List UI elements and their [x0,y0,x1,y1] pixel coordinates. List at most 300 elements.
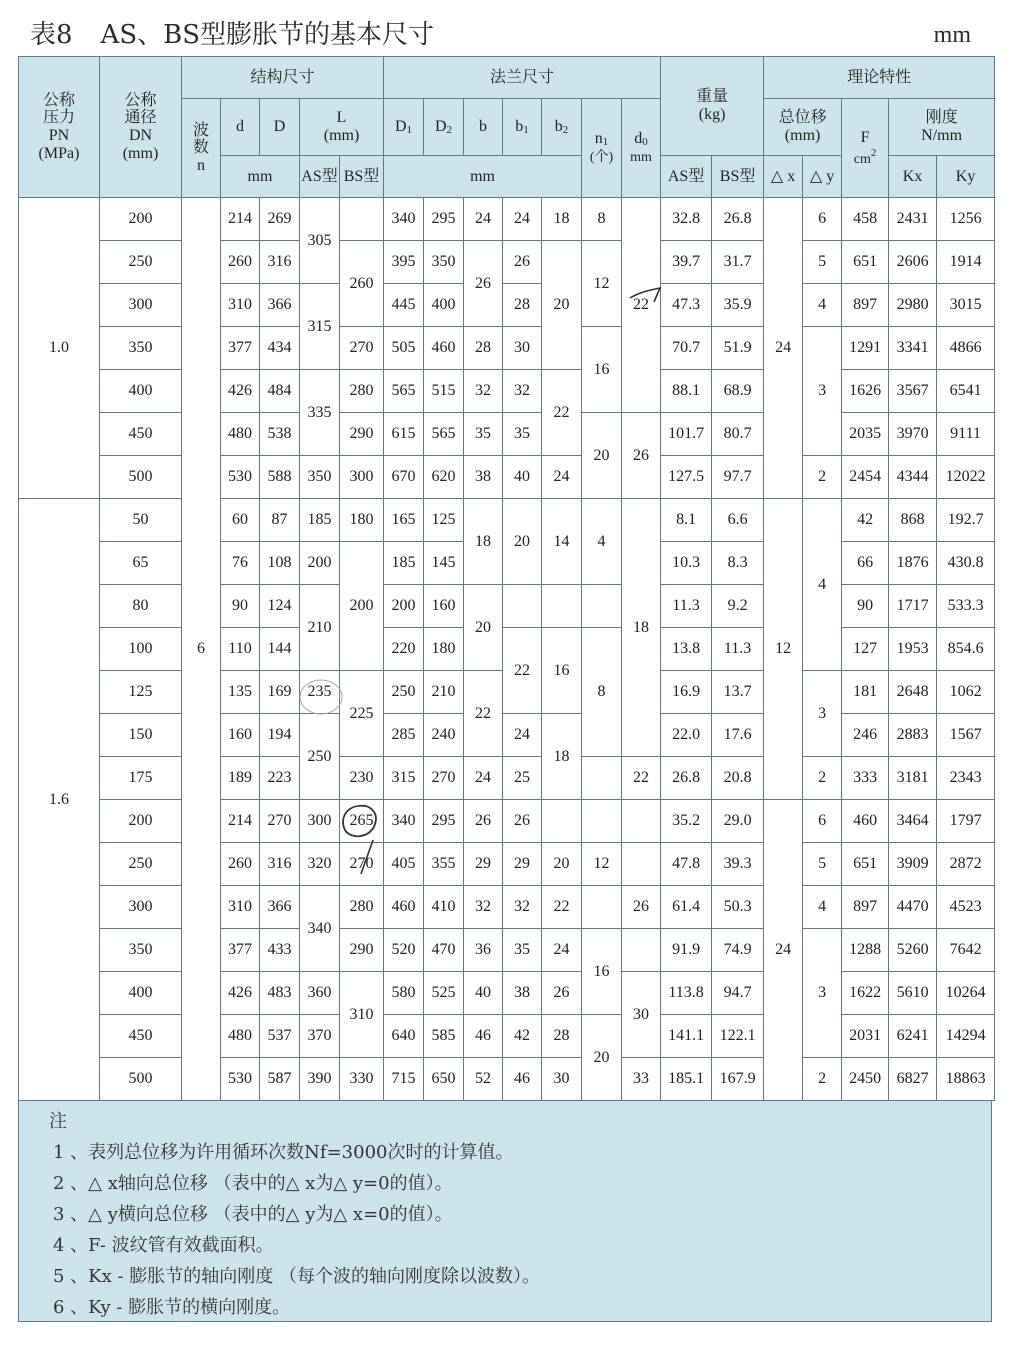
cell-b: 38 [464,456,503,499]
table-row [19,800,995,843]
cell-D1: 520 [384,929,424,972]
table-row [19,198,995,241]
cell-D1: 505 [384,327,424,370]
table-row [19,370,995,413]
cell-dn: 350 [100,327,182,370]
cell-kx: 2883 [889,714,937,757]
cell-n1: 8 [582,198,622,241]
header-mm-flange: mm [384,156,582,198]
cell-n1: 20 [582,413,622,499]
cell-F: 2450 [842,1058,889,1101]
header-d: d [221,99,260,156]
cell-ky: 18863 [937,1058,995,1101]
cell-pn: 1.0 [19,198,100,499]
cell-w-as: 39.7 [661,241,712,284]
cell-D: 108 [260,542,300,585]
cell-b: 22 [464,671,503,757]
cell-D: 169 [260,671,300,714]
cell-n1: 16 [582,327,622,413]
cell-D1: 250 [384,671,424,714]
cell-w-bs: 50.3 [712,886,764,929]
cell-d: 76 [221,542,260,585]
cell-d: 260 [221,241,260,284]
cell-b: 28 [464,327,503,370]
cell-d: 377 [221,327,260,370]
cell-F: 42 [842,499,889,542]
cell-D1: 165 [384,499,424,542]
cell-F: 1622 [842,972,889,1015]
cell-w-as: 13.8 [661,628,712,671]
table-row [19,456,995,499]
cell-F: 651 [842,241,889,284]
cell-dy: 6 [803,198,842,241]
cell-d: 135 [221,671,260,714]
cell-L-bs: 260 [340,241,384,327]
cell-dn: 300 [100,284,182,327]
header-flange: 法兰尺寸 [384,57,661,99]
cell-ky: 854.6 [937,628,995,671]
table-row [19,499,995,542]
cell-D1: 200 [384,585,424,628]
cell-ky: 1914 [937,241,995,284]
header-L-bs: BS型 [340,156,384,198]
cell-b2: 30 [542,1058,582,1101]
cell-b: 32 [464,886,503,929]
cell-D: 316 [260,241,300,284]
header-D: D [260,99,300,156]
cell-w-as: 88.1 [661,370,712,413]
cell-b1: 35 [503,929,542,972]
cell-n1-blank [582,886,622,929]
cell-d: 214 [221,800,260,843]
cell-b2: 24 [542,929,582,972]
cell-dn: 300 [100,886,182,929]
header-weight: 重量 (kg) [661,57,764,156]
cell-w-as: 22.0 [661,714,712,757]
cell-dn: 500 [100,1058,182,1101]
cell-ky: 1062 [937,671,995,714]
cell-w-as: 32.8 [661,198,712,241]
cell-kx: 2606 [889,241,937,284]
cell-D1: 460 [384,886,424,929]
cell-b1: 29 [503,843,542,886]
header-D2: D2 [424,99,464,156]
notes-section [18,1101,992,1322]
cell-b1: 46 [503,1058,542,1101]
cell-b1-blank [503,585,542,628]
header-kx: Kx [889,156,937,198]
cell-n1: 16 [582,929,622,1015]
cell-D: 223 [260,757,300,800]
cell-L-bs: 270 [340,327,384,370]
cell-dn: 350 [100,929,182,972]
cell-b: 18 [464,499,503,585]
cell-L-as: 210 [300,585,340,671]
cell-D2: 295 [424,800,464,843]
cell-L-bs: 270 [340,843,384,886]
cell-d0-blank [622,800,661,843]
cell-n1: 8 [582,628,622,757]
cell-L-as: 315 [300,284,340,370]
cell-D2: 650 [424,1058,464,1101]
cell-D2: 350 [424,241,464,284]
cell-kx: 4344 [889,456,937,499]
cell-F: 897 [842,886,889,929]
cell-L-bs: 290 [340,929,384,972]
cell-w-bs: 94.7 [712,972,764,1015]
cell-D: 144 [260,628,300,671]
cell-kx: 868 [889,499,937,542]
cell-L-as: 335 [300,370,340,456]
cell-D: 366 [260,284,300,327]
table-row [19,241,995,284]
cell-w-bs: 97.7 [712,456,764,499]
cell-ky: 1797 [937,800,995,843]
cell-dn: 80 [100,585,182,628]
table-row [19,327,995,370]
cell-b1: 28 [503,284,542,327]
cell-w-bs: 122.1 [712,1015,764,1058]
cell-w-as: 10.3 [661,542,712,585]
cell-dn: 400 [100,972,182,1015]
cell-d: 110 [221,628,260,671]
header-n1: n1 (个) [582,99,622,198]
cell-dn: 200 [100,198,182,241]
cell-F: 2035 [842,413,889,456]
cell-D: 587 [260,1058,300,1101]
cell-dy: 2 [803,1058,842,1101]
cell-b1: 26 [503,241,542,284]
header-mm-struct: mm [221,156,300,198]
cell-w-bs: 35.9 [712,284,764,327]
cell-w-as: 47.8 [661,843,712,886]
cell-d0: 22 [622,198,661,413]
header-n: 波 数 n [182,99,221,198]
cell-ky: 14294 [937,1015,995,1058]
dimension-table [18,56,995,1101]
cell-w-as: 35.2 [661,800,712,843]
cell-w-bs: 20.8 [712,757,764,800]
cell-b2: 22 [542,370,582,456]
header-stiff: 刚度 N/mm [889,99,995,156]
header-D1: D1 [384,99,424,156]
cell-ky: 4523 [937,886,995,929]
cell-b2: 20 [542,843,582,886]
cell-D: 484 [260,370,300,413]
cell-w-bs: 68.9 [712,370,764,413]
cell-F: 1288 [842,929,889,972]
cell-dn: 250 [100,241,182,284]
cell-D: 124 [260,585,300,628]
header-L-as: AS型 [300,156,340,198]
cell-kx: 3464 [889,800,937,843]
cell-ky: 12022 [937,456,995,499]
table-row [19,284,995,327]
cell-b2: 14 [542,499,582,585]
cell-b: 40 [464,972,503,1015]
cell-D1: 405 [384,843,424,886]
cell-b1: 32 [503,886,542,929]
header-F: F $cm^2$ [842,99,889,198]
cell-b2: 16 [542,628,582,714]
cell-F: 2454 [842,456,889,499]
cell-dn: 200 [100,800,182,843]
cell-w-as: 16.9 [661,671,712,714]
note-line: 2 、△ x轴向总位移 （表中的△ x为△ y=0的值）。 [53,1173,453,1194]
cell-b1: 30 [503,327,542,370]
cell-dn: 500 [100,456,182,499]
cell-D: 87 [260,499,300,542]
cell-w-as: 61.4 [661,886,712,929]
cell-b1: 38 [503,972,542,1015]
cell-dn: 150 [100,714,182,757]
table-title-text: AS、BS型膨胀节的基本尺寸 [100,20,435,50]
cell-d0: 26 [622,886,661,929]
cell-b1: 26 [503,800,542,843]
cell-b1: 42 [503,1015,542,1058]
cell-D: 537 [260,1015,300,1058]
note-line: 4 、F- 波纹管有效截面积。 [53,1235,274,1256]
cell-D: 270 [260,800,300,843]
cell-w-bs: 13.7 [712,671,764,714]
cell-L-as: 235 [300,671,340,714]
note-line: 6 、Ky - 膨胀节的横向刚度。 [53,1297,291,1318]
header-dn: 公称 通径 DN (mm) [100,57,182,198]
cell-L-bs: 225 [340,671,384,757]
cell-D2: 525 [424,972,464,1015]
table-row [19,714,995,757]
cell-F: 460 [842,800,889,843]
table-title [30,14,434,51]
cell-b: 20 [464,585,503,671]
cell-dy: 5 [803,843,842,886]
cell-D1: 395 [384,241,424,284]
cell-F: 333 [842,757,889,800]
cell-d: 377 [221,929,260,972]
cell-b2-blank [542,585,582,628]
cell-D1: 315 [384,757,424,800]
cell-L-as: 305 [300,198,340,284]
cell-b2: 20 [542,241,582,370]
cell-D1: 340 [384,800,424,843]
cell-D: 538 [260,413,300,456]
cell-D1: 670 [384,456,424,499]
cell-D2: 355 [424,843,464,886]
cell-n1-blank [582,585,622,628]
cell-ky: 1567 [937,714,995,757]
cell-b: 24 [464,198,503,241]
cell-dn: 400 [100,370,182,413]
cell-L-bs: 230 [340,757,384,800]
cell-dx: 24 [764,198,803,499]
cell-b: 26 [464,241,503,327]
cell-w-as: 185.1 [661,1058,712,1101]
cell-ky: 9111 [937,413,995,456]
cell-ky: 10264 [937,972,995,1015]
cell-dy: 6 [803,800,842,843]
cell-w-bs: 26.8 [712,198,764,241]
cell-w-as: 141.1 [661,1015,712,1058]
cell-d: 480 [221,413,260,456]
cell-D2: 515 [424,370,464,413]
cell-w-as: 91.9 [661,929,712,972]
cell-D2: 210 [424,671,464,714]
cell-w-as: 127.5 [661,456,712,499]
cell-b1: 24 [503,198,542,241]
cell-d0-blank [622,929,661,972]
cell-kx: 3970 [889,413,937,456]
cell-D2: 125 [424,499,464,542]
header-w-as: AS型 [661,156,712,198]
cell-L-bs: 265 [340,800,384,843]
cell-w-as: 47.3 [661,284,712,327]
cell-D: 366 [260,886,300,929]
cell-ky: 1256 [937,198,995,241]
cell-dy: 2 [803,456,842,499]
cell-kx: 2648 [889,671,937,714]
cell-dy: 3 [803,929,842,1058]
cell-b1: 35 [503,413,542,456]
cell-d0: 30 [622,972,661,1058]
cell-L-as: 200 [300,542,340,585]
header-b: b [464,99,503,156]
cell-D2: 470 [424,929,464,972]
cell-dn: 65 [100,542,182,585]
cell-kx: 5610 [889,972,937,1015]
cell-n1: 12 [582,241,622,327]
cell-kx: 3567 [889,370,937,413]
cell-F: 127 [842,628,889,671]
cell-D: 194 [260,714,300,757]
table-number: 表8 [30,20,73,50]
cell-b1: 24 [503,714,542,757]
cell-kx: 3909 [889,843,937,886]
cell-D: 433 [260,929,300,972]
cell-w-bs: 11.3 [712,628,764,671]
header-disp: 总位移 (mm) [764,99,842,156]
cell-D: 316 [260,843,300,886]
cell-dn: 450 [100,413,182,456]
cell-w-bs: 29.0 [712,800,764,843]
cell-L-bs: 200 [340,542,384,671]
cell-dn: 450 [100,1015,182,1058]
cell-L-as: 300 [300,800,340,843]
cell-D2: 180 [424,628,464,671]
cell-ky: 4866 [937,327,995,370]
header-d0: d0 mm [622,99,661,198]
cell-dn: 50 [100,499,182,542]
cell-F: 651 [842,843,889,886]
cell-kx: 6827 [889,1058,937,1101]
cell-F: 90 [842,585,889,628]
cell-w-as: 26.8 [661,757,712,800]
cell-w-bs: 9.2 [712,585,764,628]
cell-D: 434 [260,327,300,370]
cell-d: 426 [221,370,260,413]
cell-ky: 2872 [937,843,995,886]
cell-L-as: 390 [300,1058,340,1101]
cell-L-as: 185 [300,499,340,542]
cell-L-bs: 290 [340,413,384,456]
cell-D2: 270 [424,757,464,800]
header-ky: Ky [937,156,995,198]
cell-L-bs: 330 [340,1058,384,1101]
cell-d: 60 [221,499,260,542]
cell-w-as: 70.7 [661,327,712,370]
cell-b: 26 [464,800,503,843]
cell-n1: 4 [582,499,622,585]
header-theory: 理论特性 [764,57,995,99]
table-row [19,757,995,800]
cell-F: 66 [842,542,889,585]
cell-w-bs: 8.3 [712,542,764,585]
cell-D: 269 [260,198,300,241]
cell-ky: 2343 [937,757,995,800]
cell-d: 90 [221,585,260,628]
cell-w-bs: 167.9 [712,1058,764,1101]
cell-L-bs: 300 [340,456,384,499]
cell-dy: 4 [803,284,842,327]
cell-w-bs: 39.3 [712,843,764,886]
cell-dn: 175 [100,757,182,800]
cell-n1-blank [582,800,622,843]
cell-ky: 533.3 [937,585,995,628]
header-struct: 结构尺寸 [182,57,384,99]
cell-L-as: 320 [300,843,340,886]
cell-b: 36 [464,929,503,972]
cell-n1-blank [582,757,622,800]
header-dy: △ y [803,156,842,198]
cell-d0: 26 [622,413,661,499]
cell-b1: 20 [503,499,542,585]
cell-kx: 5260 [889,929,937,972]
cell-b1: 40 [503,456,542,499]
cell-n: 6 [182,198,221,1101]
cell-D1: 285 [384,714,424,757]
cell-dy: 2 [803,757,842,800]
cell-d: 160 [221,714,260,757]
table-row [19,843,995,886]
cell-L-as: 360 [300,972,340,1015]
unit-label: mm [933,22,971,48]
cell-ky: 6541 [937,370,995,413]
cell-F: 1291 [842,327,889,370]
cell-kx: 1953 [889,628,937,671]
cell-dn: 125 [100,671,182,714]
cell-kx: 1717 [889,585,937,628]
cell-b2: 22 [542,886,582,929]
cell-L-bs: 280 [340,886,384,929]
cell-w-as: 113.8 [661,972,712,1015]
cell-D2: 620 [424,456,464,499]
cell-pn: 1.6 [19,499,100,1101]
cell-D: 483 [260,972,300,1015]
cell-D1: 445 [384,284,424,327]
cell-D2: 295 [424,198,464,241]
cell-w-bs: 31.7 [712,241,764,284]
cell-D1: 580 [384,972,424,1015]
cell-kx: 2980 [889,284,937,327]
cell-kx: 3181 [889,757,937,800]
cell-L-as: 350 [300,456,340,499]
cell-kx: 6241 [889,1015,937,1058]
table-row [19,1058,995,1101]
cell-D2: 160 [424,585,464,628]
cell-D2: 585 [424,1015,464,1058]
cell-w-as: 11.3 [661,585,712,628]
cell-kx: 4470 [889,886,937,929]
cell-D2: 145 [424,542,464,585]
